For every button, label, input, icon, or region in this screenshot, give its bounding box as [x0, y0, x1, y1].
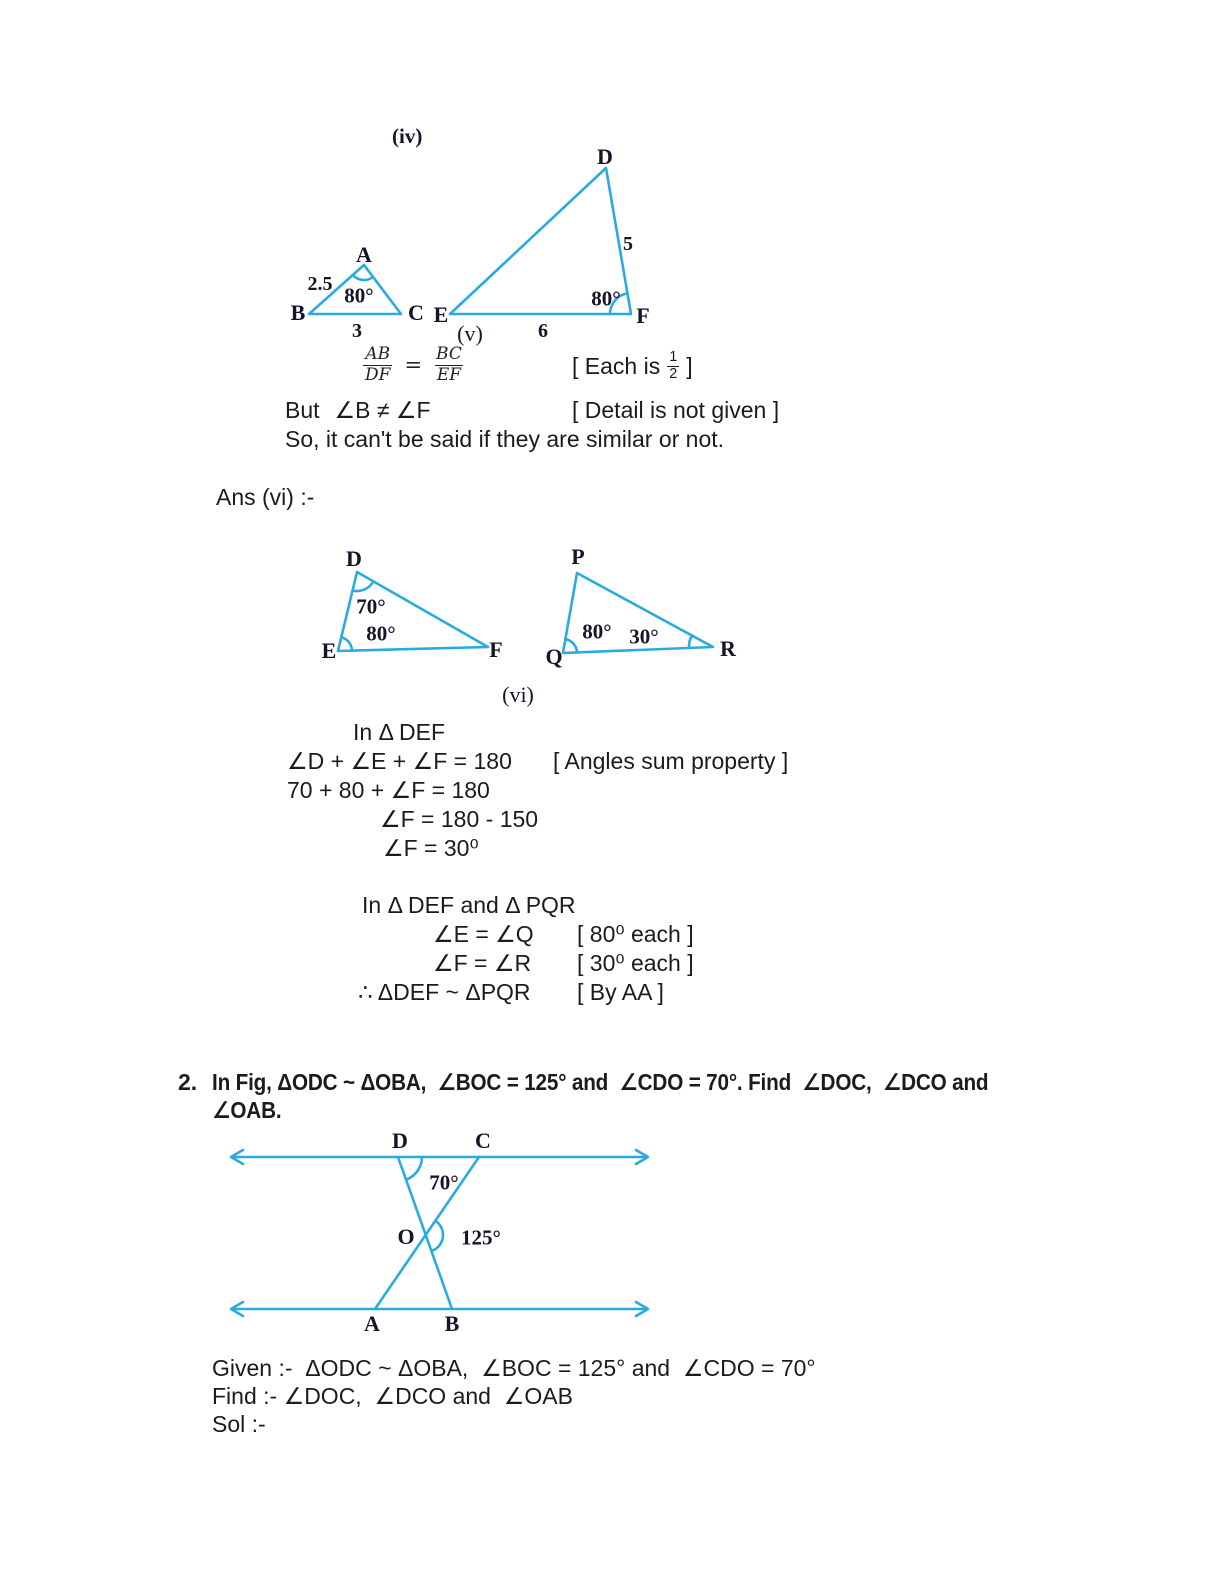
vertex-label-a: A: [356, 242, 372, 267]
sol-line-similar: ∴ ΔDEF ~ ΔPQR: [358, 979, 531, 1005]
fraction-numerator: 1: [669, 349, 678, 365]
angle-e-value: 80°: [366, 621, 396, 646]
question-2-line-1: In Fig, ΔODC ~ ΔOBA, ∠BOC = 125° and ∠CDO = 70°. Find ∠DOC, ∠DCO and: [212, 1069, 989, 1095]
angle-q-value: 80°: [582, 619, 612, 644]
fraction-numerator: AB: [365, 344, 391, 364]
angle-o-value: 125°: [461, 1225, 501, 1250]
vertex-label-f: F: [489, 637, 503, 662]
question-2-line-2: ∠OAB.: [212, 1097, 282, 1123]
vertex-label-d: D: [597, 144, 613, 169]
side-df-length: 5: [623, 233, 633, 255]
vertex-label-e: E: [433, 302, 449, 327]
ratio-equation: [363, 345, 464, 385]
sol-line-f-r: ∠F = ∠R: [433, 950, 532, 976]
sol-line-angle-sum: ∠D + ∠E + ∠F = 180: [287, 748, 512, 774]
fraction-one-half: [667, 350, 679, 383]
angle-d-arc: [353, 581, 374, 591]
figure-2-diagram: [225, 1128, 655, 1340]
given-line: Given :- ΔODC ~ ΔOBA, ∠BOC = 125° and ∠CDO = 70°: [212, 1355, 816, 1381]
fraction-bc-ef: [434, 345, 464, 385]
angle-f-value: 80°: [591, 286, 621, 311]
note-each-is-half: [572, 350, 693, 383]
fraction-numerator: BC: [436, 344, 462, 364]
note-30-each: [ 30⁰ each ]: [577, 950, 694, 976]
but-label: But: [285, 397, 320, 423]
note-close-text: ]: [686, 352, 693, 379]
angle-a-value: 80°: [344, 283, 374, 308]
angle-r-arc: [689, 636, 692, 649]
angle-e-arc: [341, 637, 352, 650]
conclusion-line: So, it can't be said if they are similar or not.: [285, 426, 725, 452]
figure-vi-diagram: [318, 545, 738, 715]
sol-line-f-180-150: ∠F = 180 - 150: [380, 806, 539, 832]
vertex-label-d: D: [346, 546, 362, 571]
fraction-denominator: DF: [365, 364, 391, 385]
cropped-caption-text: (iv): [392, 124, 423, 148]
angle-d-value: 70°: [356, 594, 386, 619]
note-by-aa: [ By AA ]: [577, 979, 664, 1005]
vertex-label-a: A: [364, 1311, 380, 1336]
note-detail-not-given: [ Detail is not given ]: [572, 397, 780, 423]
side-ab-length: 2.5: [307, 273, 333, 295]
sol-line-in-def-pqr: In Δ DEF and Δ PQR: [362, 892, 576, 918]
vertex-label-c: C: [475, 1128, 491, 1153]
figure-v-caption: (v): [457, 321, 483, 346]
but-angle-line: [285, 397, 431, 425]
fraction-denominator: EF: [436, 364, 462, 385]
vertex-label-b: B: [290, 300, 306, 325]
vertex-label-c: C: [408, 300, 424, 325]
fraction-denominator: 2: [669, 365, 678, 382]
figure-vi-caption: (vi): [502, 682, 534, 707]
sol-line: Sol :-: [212, 1411, 266, 1437]
figure-v-diagram: [280, 124, 700, 347]
vertex-label-b: B: [444, 1311, 460, 1336]
cropped-previous-caption: [392, 124, 436, 149]
sol-line-70-80: 70 + 80 + ∠F = 180: [287, 777, 490, 803]
note-angle-sum-property: [ Angles sum property ]: [553, 748, 789, 774]
vertex-label-f: F: [636, 303, 650, 328]
question-number: 2.: [178, 1069, 198, 1095]
fraction-ab-df: [363, 345, 392, 385]
angle-q-arc: [565, 639, 577, 652]
note-open-text: [ Each is: [572, 352, 661, 379]
angle-a-arc: [353, 275, 373, 280]
vertex-label-e: E: [321, 638, 337, 663]
ans-vi-heading: Ans (vi) :-: [216, 484, 315, 510]
vertex-label-q: Q: [545, 644, 563, 669]
side-ef-length: 6: [538, 320, 548, 342]
angle-d-arc: [406, 1157, 422, 1180]
vertex-label-p: P: [571, 544, 585, 569]
note-80-each: [ 80⁰ each ]: [577, 921, 694, 947]
vertex-label-o: O: [397, 1224, 415, 1249]
find-line: Find :- ∠DOC, ∠DCO and ∠OAB: [212, 1383, 573, 1409]
equals-sign: =: [404, 353, 423, 378]
sol-line-in-def: In Δ DEF: [353, 719, 446, 745]
angle-r-value: 30°: [629, 624, 659, 649]
angle-inequality: ∠B ≠ ∠F: [334, 397, 431, 423]
vertex-label-r: R: [720, 636, 736, 661]
vertex-label-d: D: [392, 1128, 408, 1153]
sol-line-e-q: ∠E = ∠Q: [433, 921, 534, 947]
sol-line-f-30: ∠F = 30⁰: [383, 835, 479, 861]
side-bc-length: 3: [352, 320, 362, 342]
angle-d-value: 70°: [429, 1170, 459, 1195]
